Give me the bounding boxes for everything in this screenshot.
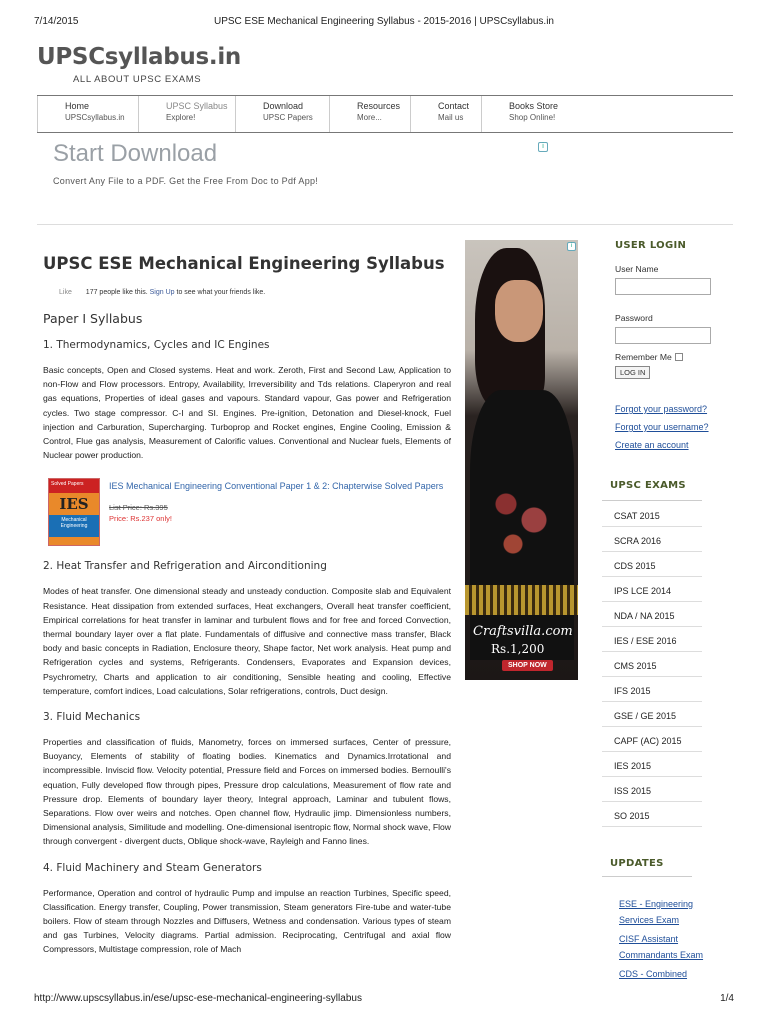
book-cover-label: IES xyxy=(59,495,89,514)
remember-row xyxy=(615,352,738,362)
section-text: Modes of heat transfer. One dimensional steady and unsteady conduction. Composite slab and Equivalent Resistance. Heat dissipation from extended surfaces, Heat exchangers, Overall heat transfer coefficient, Empirical correlations for heat transfer in laminar and turbulent flows and for free and forced Convection, thermal boundary layer over a flat plate. Fundamentals of diffusive and connective mass transfer, Black body and basic concepts in Radiation, Enclosure theory, Shape factor, Net work analysis. Heat pump and Refrigeration cycles and systems, Refrigerants. Condensers, Evaporates and Expansion devices, Psychrometry, Charts and application to air conditioning, Sensible heating and cooling, Effective temperature, comfort indices, Load calculations, Solar refrigerations, controls, Duct design. xyxy=(43,586,451,696)
divider xyxy=(602,876,692,877)
main-nav xyxy=(37,95,733,133)
book-cover-mid: Mechanical Engineering xyxy=(49,515,99,537)
exam-link[interactable]: SCRA 2016 xyxy=(602,527,702,552)
forgot-password-link[interactable]: Forgot your password? xyxy=(615,404,708,414)
nav-item-title: Contact xyxy=(438,101,470,111)
ad-dress-pattern xyxy=(485,480,555,560)
book-cover-top: Solved Papers xyxy=(49,479,99,493)
print-date: 7/14/2015 xyxy=(34,16,79,27)
exam-link[interactable]: CAPF (AC) 2015 xyxy=(602,727,702,752)
nav-item-sub: More... xyxy=(357,113,382,122)
create-account-link[interactable]: Create an account xyxy=(615,440,689,450)
nav-item-home[interactable] xyxy=(37,96,138,132)
exam-link[interactable]: SO 2015 xyxy=(602,802,702,827)
book-price: Price: Rs.237 only! xyxy=(109,514,172,524)
book-list-price: List Price: Rs.395 xyxy=(109,503,168,513)
like-button[interactable]: Like xyxy=(59,289,72,296)
adchoices-icon[interactable]: i xyxy=(567,242,576,251)
ad-dress-border xyxy=(465,585,578,615)
print-title: UPSC ESE Mechanical Engineering Syllabus - 2015-2016 | UPSCsyllabus.in xyxy=(214,16,554,27)
nav-item-sub: UPSC Papers xyxy=(263,113,313,122)
adchoices-icon[interactable]: i xyxy=(538,142,548,152)
forgot-username-link[interactable]: Forgot your username? xyxy=(615,422,709,432)
nav-item-title: Home xyxy=(65,101,90,111)
exam-link[interactable]: CMS 2015 xyxy=(602,652,702,677)
page-title: UPSC ESE Mechanical Engineering Syllabus xyxy=(43,254,445,273)
ad-model-face xyxy=(495,280,543,342)
exam-link[interactable]: CDS 2015 xyxy=(602,552,702,577)
nav-item-title: Resources xyxy=(357,101,401,111)
signup-link[interactable]: Sign Up xyxy=(149,289,175,296)
book-cover-image[interactable] xyxy=(48,478,100,546)
login-heading: USER LOGIN xyxy=(615,240,687,251)
section-text: Properties and classification of fluids, Manometry, forces on immersed surfaces, Center of pressure, Buoyancy, Elements of stability of floating bodies. Kinematics and Dynamics.Irrotational and incompressible. Inviscid flow. Velocity potential, Pressure field and Forces on immersed bodies. Bernoulli's equation, Fully developed flow through pipes, Pressure drop calculations, Measurement of flow rate and Pressure drop. Elements of boundary layer theory, Integral approach, Laminar and tubulent flows, Separations. Flow over weirs and notches. Open channel flow, Hydraulic jimp. Dimensionless numbers, Dimensional analysis, Similitude and modelling. One-dimensional isentropic flow, Normal shock wave, Flow through convergent - divergent ducts, Oblique shock-wave, Rayleigh and Fanno lines. xyxy=(43,737,451,847)
section-heading: 1. Thermodynamics, Cycles and IC Engines xyxy=(43,339,270,351)
sidebar xyxy=(598,224,738,456)
login-button[interactable]: LOG IN xyxy=(615,366,650,379)
top-ad-headline[interactable]: Start Download xyxy=(53,140,218,167)
username-label: User Name xyxy=(615,264,659,274)
book-title-link[interactable]: IES Mechanical Engineering Conventional Paper 1 & 2: Chapterwise Solved Papers xyxy=(109,481,444,492)
section-heading: 2. Heat Transfer and Refrigeration and Airconditioning xyxy=(43,560,327,573)
paper-heading: Paper I Syllabus xyxy=(43,311,143,326)
section-text: Performance, Operation and control of hydraulic Pump and impulse an reaction Turbines, Specific speed, Classification. Energy transfer, Coupling, Power transmission, Steam generators Fire-tube and water-tube boilers. Flow of steam through Nozzles and Diffusers, Wetness and condensation. Various types of steam and gas Turbines, Velocity diagrams. Partial admission. Reciprocating, Centrifugal and axial flow Compressors, Multistage compression, role of Mach xyxy=(43,887,451,955)
login-links xyxy=(615,402,738,453)
nav-item-resources[interactable] xyxy=(329,96,410,132)
section-text: Basic concepts, Open and Closed systems. Heat and work. Zeroth, First and Second Law, Application to non-Flow and Flow processors. Entropy, Availability, Irreversibility and Tds relations. Claperyron and real gas equations, Properties of ideal gases and vapours. Standard vapour, Gas power and Refrigeration cycles. Two stage compressor. C-I and SI. Engines. Pre-ignition, Detonation and Diesel-knock, Fuel injection and Carburation, Supercharging. Turboprop and Rocket engines, Engine Cooling, Emission & Control, Flue gas analysis, Measurement of Calorific values. Conventional and Nuclear fuels, Elements of Nuclear power production. xyxy=(43,365,451,461)
exam-link[interactable]: ISS 2015 xyxy=(602,777,702,802)
username-input[interactable] xyxy=(615,278,711,295)
print-url: http://www.upscsyllabus.in/ese/upsc-ese-mechanical-engineering-syllabus xyxy=(34,993,362,1004)
exam-link[interactable]: IES 2015 xyxy=(602,752,702,777)
update-link[interactable]: ESE - Engineering Services Exam xyxy=(619,899,694,925)
nav-item-title: UPSC Syllabus xyxy=(166,101,228,111)
side-ad[interactable] xyxy=(465,240,578,680)
nav-item-title: Books Store xyxy=(509,101,559,111)
top-ad-text: Convert Any File to a PDF. Get the Free From Doc to Pdf App! xyxy=(53,176,319,186)
nav-item-sub: UPSCsyllabus.in xyxy=(65,113,125,122)
updates-heading: UPDATES xyxy=(610,858,664,869)
remember-checkbox[interactable] xyxy=(675,353,683,361)
book-info xyxy=(109,480,449,523)
nav-item-sub: Shop Online! xyxy=(509,113,556,122)
nav-item-contact[interactable] xyxy=(410,96,481,132)
exam-link[interactable]: CSAT 2015 xyxy=(602,502,702,527)
exam-link[interactable]: IES / ESE 2016 xyxy=(602,627,702,652)
nav-item-sub: Mail us xyxy=(438,113,464,122)
updates-list xyxy=(619,896,719,985)
nav-item-syllabus[interactable] xyxy=(138,96,235,132)
exam-link[interactable]: GSE / GE 2015 xyxy=(602,702,702,727)
ad-price: Rs.1,200 xyxy=(491,642,545,656)
site-logo[interactable]: UPSCsyllabus.in xyxy=(37,44,241,70)
section-heading: 3. Fluid Mechanics xyxy=(43,711,141,724)
top-ad[interactable] xyxy=(53,140,318,186)
exam-link[interactable]: IPS LCE 2014 xyxy=(602,577,702,602)
nav-item-download[interactable] xyxy=(235,96,329,132)
password-label: Password xyxy=(615,313,653,323)
ad-brand: Craftsvilla.com xyxy=(473,624,573,639)
fb-like-row xyxy=(43,289,451,296)
book-promo[interactable] xyxy=(43,478,451,548)
update-link[interactable]: CDS - Combined xyxy=(619,969,688,979)
nav-item-books[interactable] xyxy=(481,96,582,132)
divider xyxy=(602,500,702,501)
exam-link[interactable]: NDA / NA 2015 xyxy=(602,602,702,627)
like-rest: to see what your friends like. xyxy=(176,289,266,296)
update-link[interactable]: CISF Assistant Commandants Exam xyxy=(619,934,704,960)
ad-shop-now-button[interactable]: SHOP NOW xyxy=(502,660,553,671)
password-input[interactable] xyxy=(615,327,711,344)
remember-label: Remember Me xyxy=(615,352,672,362)
print-page-number: 1/4 xyxy=(720,993,734,1004)
exams-heading: UPSC EXAMS xyxy=(610,480,686,491)
site-tagline: ALL ABOUT UPSC EXAMS xyxy=(73,74,202,85)
exam-list xyxy=(602,502,702,827)
exam-link[interactable]: IFS 2015 xyxy=(602,677,702,702)
login-module xyxy=(598,224,738,453)
nav-item-title: Download xyxy=(263,101,304,111)
nav-item-sub: Explore! xyxy=(166,113,196,122)
section-heading: 4. Fluid Machinery and Steam Generators xyxy=(43,861,262,874)
main-content xyxy=(43,254,451,957)
like-count: 177 people like this. xyxy=(85,289,148,296)
